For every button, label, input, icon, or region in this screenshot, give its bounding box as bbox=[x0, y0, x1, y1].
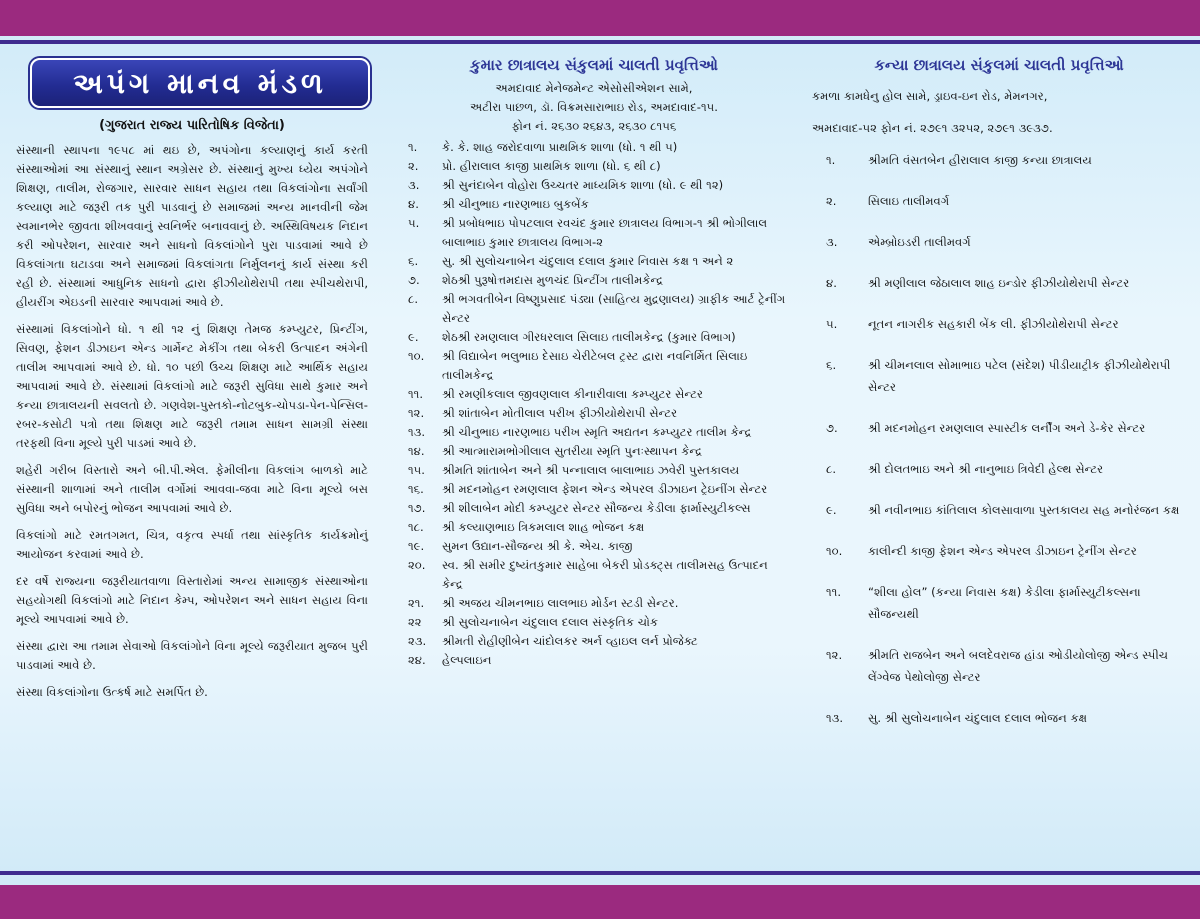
item-number: ૩. bbox=[826, 235, 838, 249]
item-number: ૧૫. bbox=[408, 463, 425, 477]
list-item bbox=[400, 594, 788, 613]
item-number: ૩. bbox=[408, 178, 420, 192]
activities-paragraph: વિકલાંગો માટે રમતગમત, ચિત્ર, વકૃત્વ સ્પર્ધા તથા સાંસ્કૃતિક કાર્યક્રમોનું આયોજન કરવામાં આવે છે. bbox=[16, 528, 368, 561]
list-item bbox=[400, 252, 788, 271]
item-text: શ્રી દોલતભાઇ અને શ્રી નાનુભાઇ ત્રિવેદી હેલ્થ સેન્ટર bbox=[868, 462, 1104, 476]
girls-hostel-column bbox=[812, 56, 1186, 748]
address-line: અટીરા પાછળ, ડૉ. વિક્રમસારાભાઇ રોડ, અમદાવાદ-૧૫. bbox=[470, 100, 718, 114]
item-number: ૭. bbox=[826, 421, 838, 435]
bottom-stripe bbox=[0, 871, 1200, 875]
list-item bbox=[400, 499, 788, 518]
item-number: ૧૧. bbox=[408, 387, 424, 401]
item-number: ૧૨. bbox=[408, 406, 425, 420]
list-item bbox=[400, 423, 788, 442]
list-item bbox=[812, 458, 1186, 480]
list-item bbox=[400, 518, 788, 537]
item-text: પ્રો. હીરાલાલ કાજી પ્રાથમિક શાળા (ધો. ૬ થી ૮) bbox=[442, 159, 661, 173]
list-item bbox=[400, 328, 788, 347]
item-text: શ્રી અજય ચીમનભાઇ લાલભાઇ મોર્ડન સ્ટડી સેન્ટર. bbox=[442, 596, 679, 610]
list-item bbox=[400, 138, 788, 157]
item-text: શ્રી ચીનુભાઇ નારણભાઇ પરીખ સ્મૃતિ અદ્યતન કમ્પ્યુટર તાલીમ કેન્દ્ર bbox=[442, 425, 752, 439]
list-item bbox=[812, 272, 1186, 294]
item-text: શ્રીમતિ રાજબેન અને બલદેવરાજ હાંડા ઓડીયોલોજી એન્ડ સ્પીચ લેંગ્વેજ પેથોલોજી સેન્ટર bbox=[868, 648, 1169, 684]
list-item bbox=[400, 404, 788, 423]
list-item bbox=[400, 290, 788, 328]
list-item bbox=[812, 499, 1186, 521]
list-item bbox=[812, 707, 1186, 729]
free-services-paragraph: સંસ્થા દ્વારા આ તમામ સેવાઓ વિકલાંગોને વિના મૂલ્યે જરૂરીયાત મુજબ પુરી પાડવામાં આવે છે. bbox=[16, 639, 368, 672]
list-item bbox=[400, 385, 788, 404]
item-text: સુ. શ્રી સુલોચનાબેન ચંદુલાલ દલાલ ભોજન કક્ષ bbox=[868, 711, 1088, 725]
bottom-band bbox=[0, 885, 1200, 919]
item-text: શ્રીમતિ શાંતાબેન અને શ્રી પન્નાલાલ બાલાભાઇ ઝવેરી પુસ્તકાલય bbox=[442, 463, 740, 477]
item-number: ૮. bbox=[826, 462, 837, 476]
camps-paragraph: દર વર્ષે રાજ્યના જરૂરીયાતવાળા વિસ્તારોમાં અન્ય સામાજીક સંસ્થાઓના સહયોગથી વિકલાંગો માટે નિદાન કેમ્પ, ઓપરેશન અને સાધન સહાય વિના મૂલ્યે આપવામાં આવે છે. bbox=[16, 574, 368, 626]
intro-paragraph: સંસ્થાની સ્થાપના ૧૯૫૮ માં થઇ છે, અપંગોના કલ્યાણનું કાર્ય કરતી સંસ્થાઓમાં આ સંસ્થાનું સ્થાન અગ્રેસર છે. સંસ્થાનું મુખ્ય ધ્યેય અપંગોને શિક્ષણ, તાલીમ, રોજગાર, સારવાર સાધન સહાય તથા વિકલાંગોના સર્વાંગી કલ્યાણ માટે જરૂરી તક પુરી પાડવાનું છે સમાજમાં અન્ય માનવીની જેમ સ્વમાનભેર જીવતા શીખવવાનું સ્વનિર્ભર બનાવવાનું છે. અસ્થિવિષયક નિદાન કરી ઓપરેશન, સારવાર અને સાધનો વિકલાંગોને પુરા પાડવામાં આવે છે વિકલાંગતા ઘટાડવા અને સમાજમાં વિકલાંગતા નિર્મુલનનું કાર્ય સંસ્થા કરી રહી છે. સંસ્થામાં આધુનિક સાધનો દ્વારા ફીઝીયોથેરાપી તથા સ્પીચથેરાપી, હીયરીંગ એઇડની સારવાર આપવામાં આવે છે. bbox=[16, 143, 368, 309]
transport-paragraph: શહેરી ગરીબ વિસ્તારો અને બી.પી.એલ. ફેમીલીના વિકલાંગ બાળકો માટે સંસ્થાની શાળામાં અને તાલીમ વર્ગોમાં આવવા-જવા માટે વિના મૂલ્યે બસ સુવિધા અને બપોરનું ભોજન આપવામાં આવે છે. bbox=[16, 463, 368, 515]
list-item bbox=[400, 157, 788, 176]
list-item bbox=[812, 231, 1186, 253]
item-text: શ્રી મણીલાલ જેઠાલાલ શાહ ઇન્ડોર ફીઝીયોથેરાપી સેન્ટર bbox=[868, 276, 1130, 290]
top-band bbox=[0, 0, 1200, 36]
item-text: એમ્બ્રોઇડરી તાલીમવર્ગ bbox=[868, 235, 971, 249]
item-number: ૪. bbox=[408, 197, 419, 211]
list-item bbox=[400, 613, 788, 632]
list-item bbox=[400, 176, 788, 195]
item-text: કે. કે. શાહ જરોદવાળા પ્રાથમિક શાળા (ધો. ૧ થી ૫) bbox=[442, 140, 678, 154]
list-item bbox=[812, 354, 1186, 398]
item-number: ૮. bbox=[408, 292, 419, 306]
item-number: ૯. bbox=[408, 330, 419, 344]
list-item bbox=[400, 214, 788, 252]
item-text: સુ. શ્રી સુલોચનાબેન ચંદુલાલ દલાલ કુમાર નિવાસ કક્ષ ૧ અને ૨ bbox=[442, 254, 734, 268]
top-stripe bbox=[0, 40, 1200, 44]
item-text: શેઠશ્રી પુરૂષોત્તમદાસ મુળચંદ પ્રિન્ટીંગ તાલીમકેન્દ્ર bbox=[442, 273, 664, 287]
organization-title: અપંગ માનવ મંડળ bbox=[73, 66, 327, 100]
item-number: ૫. bbox=[826, 317, 838, 331]
girls-hostel-activity-list bbox=[812, 149, 1186, 729]
item-number: ૨૩. bbox=[408, 634, 427, 648]
list-item bbox=[400, 271, 788, 290]
item-text: શ્રી સુનંદાબેન વોહોરા ઉચ્ચતર માધ્યમિક શાળા (ધો. ૯ થી ૧૨) bbox=[442, 178, 724, 192]
list-item bbox=[812, 581, 1186, 625]
item-number: ૧૬. bbox=[408, 482, 424, 496]
item-text: સિલાઇ તાલીમવર્ગ bbox=[868, 194, 950, 208]
list-item bbox=[812, 644, 1186, 688]
list-item bbox=[812, 190, 1186, 212]
award-subtitle: (ગુજરાત રાજ્ય પારિતોષિક વિજેતા) bbox=[99, 118, 285, 133]
list-item bbox=[812, 149, 1186, 171]
item-number: ૧૩. bbox=[408, 425, 426, 439]
education-paragraph: સંસ્થામાં વિકલાંગોને ધો. ૧ થી ૧૨ નું શિક્ષણ તેમજ કમ્પ્યુટર, પ્રિન્ટીંગ, સિવણ, ફેશન ડીઝાઇન એન્ડ ગાર્મેન્ટ મેકીંગ તથા બેકરી ઉત્પાદન અંગેની તાલીમ આપવામાં આવે છે. ધો. ૧૦ પછી ઉચ્ચ શિક્ષણ માટે આર્થિક સહાય આપવામાં આવે છે. સંસ્થામાં વિકલાંગો માટે જરૂરી સુવિધા સાથે કુમાર અને કન્યા છાત્રાલયની સવલતો છે. ગણવેશ-પુસ્તકો-નોટબુક-ચોપડા-પેન-પેન્સિલ-રબર-કસોટી પત્રો તથા શિક્ષણ માટે જરૂરી તમામ સાધન સામગ્રી સંસ્થા તરફથી વિના મૂલ્યે પુરી પાડમાં આવે છે. bbox=[16, 322, 368, 450]
item-number: ૫. bbox=[408, 216, 420, 230]
item-number: ૪. bbox=[826, 276, 837, 290]
phone-line: અમદાવાદ-૫૨ ફોન નં. ૨૭૯૧ ૩૨૫૨, ૨૭૯૧ ૩૯૩૭. bbox=[812, 121, 1053, 135]
item-text: “શીલા હોલ” (કન્યા નિવાસ કક્ષ) કેડીલા ફાર્માસ્યુટીકલ્સના સૌજન્યથી bbox=[868, 585, 1141, 621]
item-number: ૨. bbox=[408, 159, 419, 173]
item-number: ૧૮. bbox=[408, 520, 424, 534]
item-number: ૧૩. bbox=[826, 711, 844, 725]
item-text: શ્રી પ્રબોધભાઇ પોપટલાલ રવચંદ કુમાર છાત્રાલય વિભાગ-૧ શ્રી ભોગીલાલ બાલાભાઇ કુમાર છાત્રાલય વિભાગ-૨ bbox=[442, 216, 768, 249]
item-text: કાલીન્દી કાજી ફેશન એન્ડ એપરલ ડીઝાઇન ટ્રેનીંગ સેન્ટર bbox=[868, 544, 1137, 558]
dedication-paragraph: સંસ્થા વિકલાંગોના ઉત્કર્ષ માટે સમર્પિત છે. bbox=[16, 685, 208, 699]
item-text: શેઠશ્રી રમણલાલ ગીરધરલાલ સિલાઇ તાલીમકેન્દ્ર (કુમાર વિભાગ) bbox=[442, 330, 736, 344]
item-text: શ્રીમતી રોહીણીબેન ચાંદોલકર અર્ન વ્હાઇલ લર્ન પ્રોજેક્ટ bbox=[442, 634, 698, 648]
list-item bbox=[400, 480, 788, 499]
title-banner bbox=[30, 58, 370, 108]
boys-hostel-column bbox=[400, 56, 788, 670]
item-number: ૨. bbox=[826, 194, 837, 208]
item-text: શ્રી ચીનુભાઇ નારણભાઇ બુકબેંક bbox=[442, 197, 589, 211]
item-number: ૧૦. bbox=[408, 349, 425, 363]
item-text: શ્રી રમણીકલાલ જીવણલાલ કીનારીવાલા કમ્પ્યુટર સેન્ટર bbox=[442, 387, 703, 401]
item-number: ૧૭. bbox=[408, 501, 426, 515]
item-text: શ્રી વિદ્યાબેન ભલુભાઇ દેસાઇ ચેરીટેબલ ટ્રસ્ટ દ્વારા નવનિર્મિત સિલાઇ તાલીમકેન્દ્ર bbox=[442, 349, 748, 382]
list-item bbox=[400, 632, 788, 651]
item-number: ૧૨. bbox=[826, 648, 843, 662]
item-number: ૨૦. bbox=[408, 558, 426, 572]
item-text: સુમન ઉદ્યાન-સૌજન્ય શ્રી કે. એચ. કાજી bbox=[442, 539, 633, 553]
item-text: શ્રી કલ્યાણભાઇ ત્રિકમલાલ શાહ ભોજન કક્ષ bbox=[442, 520, 645, 534]
item-number: ૧. bbox=[826, 153, 836, 167]
address-line: અમદાવાદ મેનેજમેન્ટ એસોસીએશન સામે, bbox=[495, 81, 693, 95]
item-number: ૨૧. bbox=[408, 596, 425, 610]
item-text: હેલ્પલાઇન bbox=[442, 653, 492, 667]
boys-hostel-heading: કુમાર છાત્રાલય સંકુલમાં ચાલતી પ્રવૃત્તિઓ bbox=[470, 56, 718, 74]
item-text: શ્રી ભગવતીબેન વિષ્ણુપ્રસાદ પંડ્યા (સાહિત્ય મુદ્રણાલય) ગ્રાફીક આર્ટ ટ્રેનીંગ સેન્ટર bbox=[442, 292, 786, 325]
item-text: સ્વ. શ્રી સમીર દુષ્યંતકુમાર સાહેબા બેકરી પ્રોડક્ટ્સ તાલીમસહ ઉત્પાદન કેન્દ્ર bbox=[442, 558, 768, 591]
item-number: ૯. bbox=[826, 503, 837, 517]
boys-hostel-activity-list bbox=[400, 138, 788, 670]
item-text: શ્રી નવીનભાઇ કાંતિલાલ કોલસાવાળા પુસ્તકાલય સહ મનોરંજન કક્ષ bbox=[868, 503, 1180, 517]
list-item bbox=[400, 442, 788, 461]
list-item bbox=[400, 195, 788, 214]
item-text: નૂતન નાગરીક સહકારી બેંક લી. ફીઝીયોથેરાપી સેન્ટર bbox=[868, 317, 1119, 331]
item-number: ૨૨ bbox=[408, 615, 422, 629]
list-item bbox=[400, 347, 788, 385]
list-item bbox=[812, 540, 1186, 562]
list-item bbox=[400, 461, 788, 480]
item-number: ૧૧. bbox=[826, 585, 842, 599]
item-number: ૨૪. bbox=[408, 653, 426, 667]
list-item bbox=[812, 417, 1186, 439]
list-item bbox=[400, 651, 788, 670]
item-text: શ્રી મદનમોહન રમણલાલ સ્પાસ્ટીક લર્નીંગ અને ડે-કેર સેન્ટર bbox=[868, 421, 1146, 435]
item-text: શ્રી શીલાબેન મોદી કમ્પ્યુટર સેન્ટર સૌજન્ય કેડીલા ફાર્માસ્યુટીકલ્સ bbox=[442, 501, 751, 515]
list-item bbox=[400, 537, 788, 556]
list-item bbox=[812, 313, 1186, 335]
item-text: શ્રી આત્મારામભોગીલાલ સુતરીયા સ્મૃતિ પુનઃસ્થાપન કેન્દ્ર bbox=[442, 444, 703, 458]
item-text: શ્રીમતિ વંસતબેન હીરાલાલ કાજી કન્યા છાત્રાલય bbox=[868, 153, 1092, 167]
item-number: ૧૪. bbox=[408, 444, 425, 458]
item-number: ૭. bbox=[408, 273, 420, 287]
item-text: શ્રી શાંતાબેન મોતીલાલ પરીખ ફીઝીયોથેરાપી સેન્ટર bbox=[442, 406, 678, 420]
girls-hostel-heading: કન્યા છાત્રાલય સંકુલમાં ચાલતી પ્રવૃત્તિઓ bbox=[874, 56, 1124, 74]
list-item bbox=[400, 556, 788, 594]
item-text: શ્રી મદનમોહન રમણલાલ ફેશન એન્ડ એપરલ ડીઝાઇન ટ્રેઇનીંગ સેન્ટર bbox=[442, 482, 768, 496]
left-column bbox=[16, 56, 368, 710]
item-number: ૬. bbox=[826, 358, 837, 372]
item-number: ૧૯. bbox=[408, 539, 425, 553]
address-line: કમળા કામધેનુ હોલ સામે, ડ્રાઇવ-ઇન રોડ, મેમનગર, bbox=[812, 89, 1048, 103]
item-number: ૬. bbox=[408, 254, 419, 268]
item-number: ૧. bbox=[408, 140, 418, 154]
phone-line: ફોન નં. ૨૬૩૦ ૨૬૪૩, ૨૬૩૦ ૮૧૫૬ bbox=[511, 119, 677, 133]
item-number: ૧૦. bbox=[826, 544, 843, 558]
item-text: શ્રી ચીમનલાલ સોમાભાઇ પટેલ (સંદેશ) પીડીયાટ્રીક ફીઝીયોથેરાપી સેન્ટર bbox=[868, 358, 1171, 394]
item-text: શ્રી સુલોચનાબેન ચંદુલાલ દલાલ સંસ્કૃતિક ચોક bbox=[442, 615, 659, 629]
